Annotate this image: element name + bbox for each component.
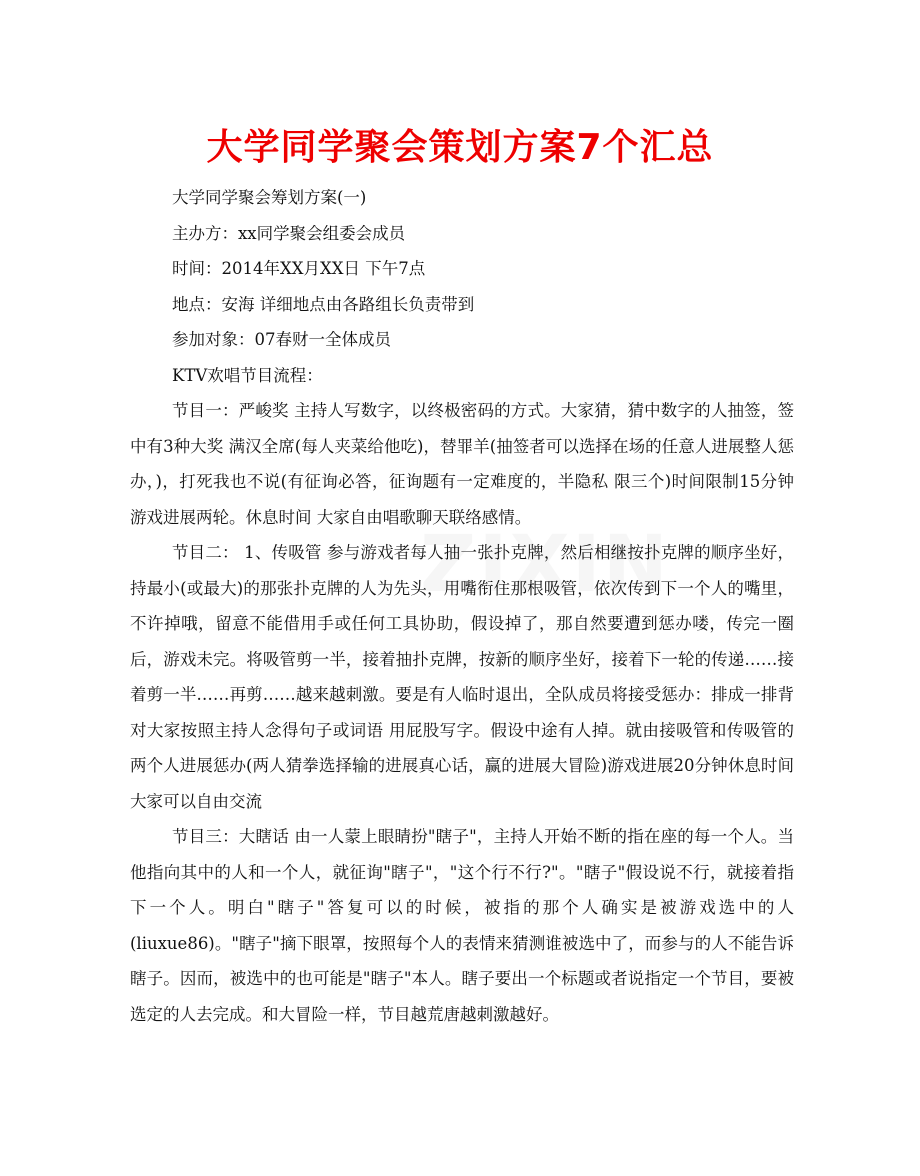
program-two-paragraph: 节目二： 1、传吸管 参与游戏者每人抽一张扑克牌，然后相继按扑克牌的顺序坐好，持最小(或最大)的那张扑克牌的人为先头，用嘴衔住那根吸管，依次传到下一个人的嘴里，不许掉哦，留意不能借用手或任何工具协助，假设掉了，那自然要遭到惩办喽，传完一圈后，游戏未完。将吸管剪一半，接着抽扑克牌，按新的顺序坐好，接着下一轮的传递……接着剪一半……再剪……越来越刺激。要是有人临时退出，全队成员将接受惩办：排成一排背对大家按照主持人念得句子或词语 用屁股写字。假设中途有人掉。就由接吸管和传吸管的两个人进展惩办(两人猜拳选择输的进展真心话，赢的进展大冒险)游戏进展20分钟休息时间 大家可以自由交流 bbox=[130, 543, 794, 811]
program-three-paragraph: 节目三：大瞎话 由一人蒙上眼睛扮"瞎子"，主持人开始不断的指在座的每一个人。当他指向其中的人和一个人，就征询"瞎子"，"这个行不行?"。"瞎子"假设说不行，就接着指下一个人。明白"瞎子"答复可以的时候，被指的那个人确实是被游戏选中的人(liuxue86)。"瞎子"摘下眼罩，按照每个人的表情来猜测谁被选中了，而参与的人不能告诉瞎子。因而，被选中的也可能是"瞎子"本人。瞎子要出一个标题或者说指定一个节目，要被选定的人去完成。和大冒险一样，节目越荒唐越刺激越好。 bbox=[130, 827, 794, 1024]
document-body bbox=[130, 180, 794, 1032]
organizer-line: 主办方：xx同学聚会组委会成员 bbox=[172, 223, 406, 243]
time-line: 时间：2014年XX月XX日 下午7点 bbox=[172, 259, 426, 278]
document-title: 大学同学聚会策划方案7个汇总 bbox=[206, 127, 714, 168]
participants-line: 参加对象：07春财一全体成员 bbox=[172, 330, 391, 349]
program-one-paragraph: 节目一：严峻奖 主持人写数字，以终极密码的方式。大家猜，猜中数字的人抽签，签中有3种大奖 满汉全席(每人夹菜给他吃)，替罪羊(抽签者可以选择在场的任意人进展整人惩办，)，打死我也不说(有征询必答，征询题有一定难度的，半隐私 限三个)时间限制15分钟 游戏进展两轮。休息时间 大家自由唱歌聊天联络感情。 bbox=[130, 401, 794, 527]
program-heading: KTV欢唱节目流程： bbox=[172, 365, 323, 385]
section-heading: 大学同学聚会筹划方案(一) bbox=[172, 188, 367, 207]
location-line: 地点：安海 详细地点由各路组长负责带到 bbox=[172, 294, 475, 314]
